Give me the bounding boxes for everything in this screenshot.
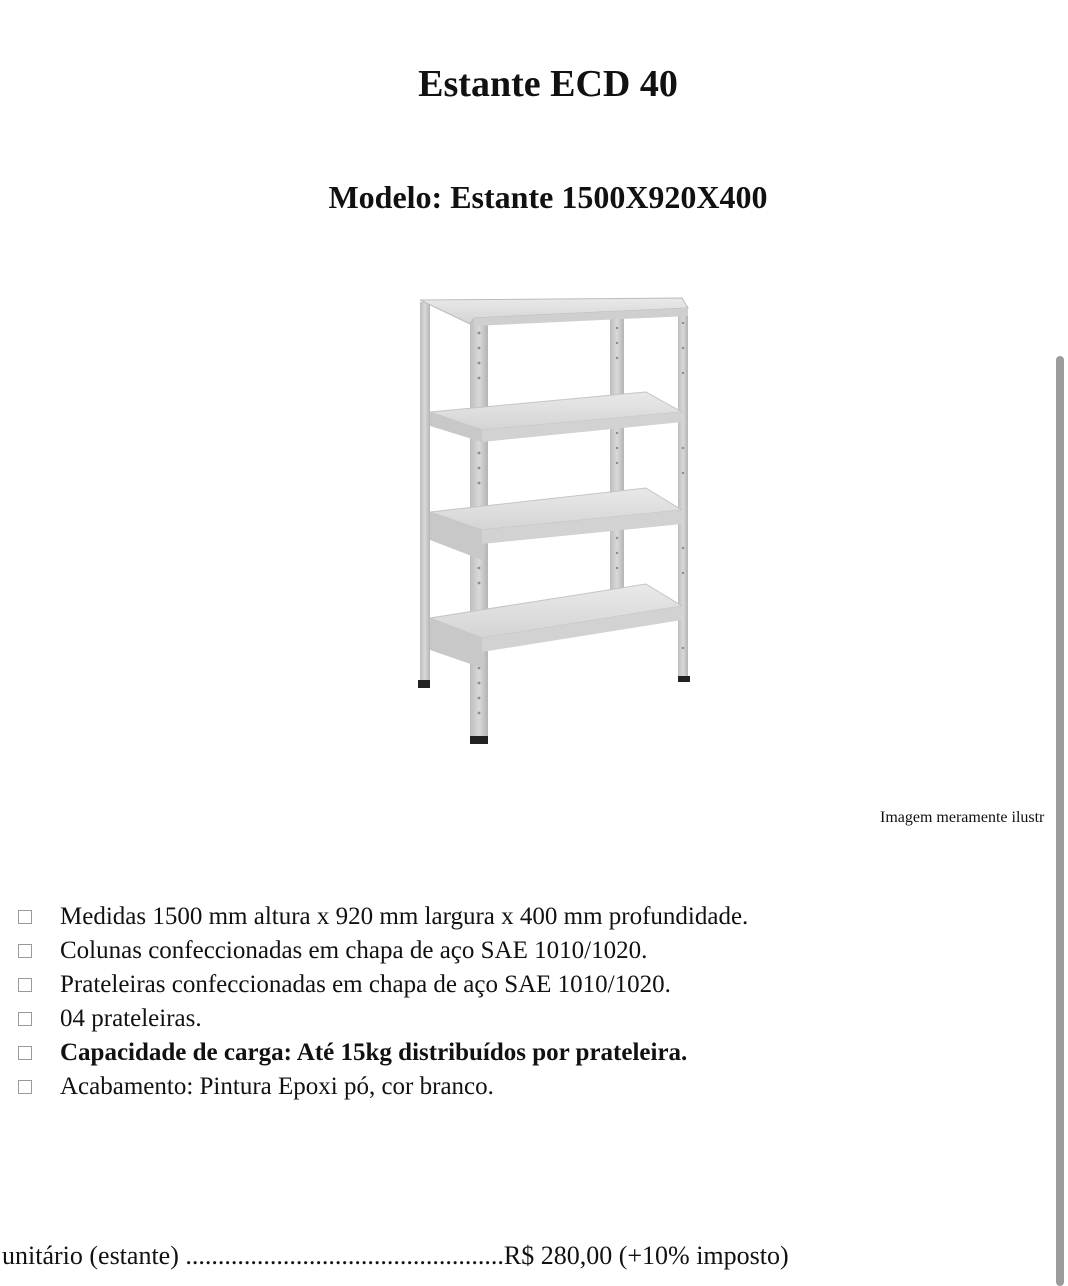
feature-list — [18, 900, 748, 1104]
unit-price-line: unitário (estante) .................................................R$ 280,00 (+10% imposto) — [2, 1241, 789, 1270]
checkbox-icon — [18, 1046, 32, 1060]
feature-item — [18, 1036, 748, 1070]
checkbox-icon — [18, 978, 32, 992]
model-subtitle: Modelo: Estante 1500X920X400 — [328, 179, 768, 215]
feature-text: 04 prateleiras. — [60, 1005, 202, 1032]
feature-item — [18, 900, 748, 934]
shelf-product-image — [386, 288, 696, 748]
feature-text: Prateleiras confeccionadas em chapa de aço SAE 1010/1020. — [60, 971, 671, 998]
page-title: Estante ECD 40 — [418, 63, 678, 105]
image-caption: Imagem meramente ilustr — [880, 809, 1045, 826]
scrollbar-thumb[interactable] — [1056, 356, 1064, 1286]
feature-text: Acabamento: Pintura Epoxi pó, cor branco. — [60, 1073, 494, 1100]
vertical-scrollbar[interactable] — [1052, 0, 1068, 1280]
checkbox-icon — [18, 1012, 32, 1026]
metal-shelf-illustration — [386, 288, 696, 748]
feature-item — [18, 934, 748, 968]
feature-item — [18, 1002, 748, 1036]
checkbox-icon — [18, 910, 32, 924]
feature-item — [18, 968, 748, 1002]
feature-item — [18, 1070, 748, 1104]
feature-text: Capacidade de carga: Até 15kg distribuídos por prateleira. — [60, 1039, 688, 1066]
checkbox-icon — [18, 944, 32, 958]
checkbox-icon — [18, 1080, 32, 1094]
feature-text: Colunas confeccionadas em chapa de aço SAE 1010/1020. — [60, 937, 648, 964]
feature-text: Medidas 1500 mm altura x 920 mm largura x 400 mm profundidade. — [60, 903, 749, 930]
